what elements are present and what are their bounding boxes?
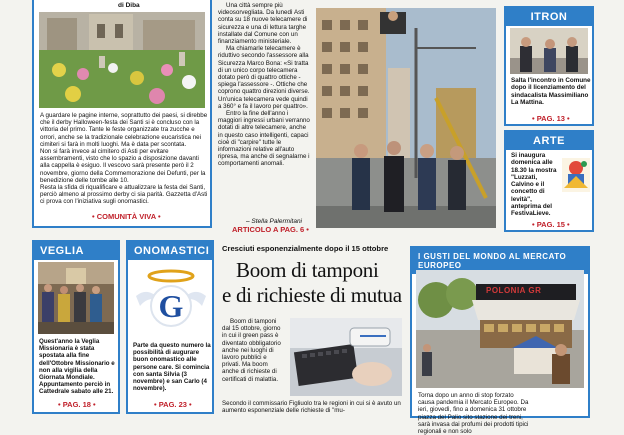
arte-box — [504, 130, 594, 232]
onomastici-box — [126, 240, 214, 414]
comunita-paragraph-1: A guardare le pagine interne, soprattutto dei paesi, si direbbe che il derby Halloween-festa dei Santi si è concluso con la vittoria del primo. Tante le feste organizzate tra zucche e orrori, anche se la tradizionale celebrazione eucaristica nei cimiteri si farà in molti luoghi. Ma è data per scontata. — [40, 112, 208, 148]
luzzati-art-illustration — [562, 158, 590, 192]
logo-letter: G — [158, 288, 184, 324]
comunita-paragraph-3: Resta la sfida di riqualificare e attualizzare la festa dei Santi, perciò almeno al prossimo derby ci sia parità. Gazzetta d'Asti ci prova con l'iniziativa sugli onomastici. — [40, 184, 208, 206]
itron-people-illustration — [510, 28, 588, 74]
tamponi-headline-line1: Boom di tamponi — [236, 258, 379, 282]
onomastici-page-ref[interactable]: • PAG. 23 • — [154, 400, 192, 409]
arte-header: ARTE — [506, 132, 592, 150]
polonia-stall-sign: POLONIA GR — [486, 286, 542, 295]
gusti-text: Torna dopo un anno di stop forzato causa pandemia il Mercato Europeo. Da ieri, giovedì, fino a domenica 31 ottobre piazza del Palio sito stazione dei treni, sarà invasa dai profumi dei prodotti tipici regionali e non solo — [418, 392, 529, 435]
itron-text: Salta l'incontro in Comune dopo il licenziamento del sindacalista Massimiliano La Mattina. — [511, 77, 591, 106]
comunita-paragraph-2: Non si farà invece al cimitero di Asti per evitare assembramenti, visto che lo spazio a disposizione davanti alla cappella è esiguo. Il vescovo sarà presente però il 2 novembre, giorno della Commemorazione dei Defunti, per la benedizione delle tombe alle 10. — [40, 148, 206, 184]
gusti-header: I GUSTI DEL MONDO AL MERCATO EUROPEO — [412, 248, 588, 274]
arte-text: Si inaugura domenica alle 18.30 la mostra "Luzzati, Calvino e il concetto di levità", anteprima del FestivaLieve. — [511, 152, 557, 218]
onomastici-text: Parte da questo numero la possibilità di augurare buon onomastico alle persone care. Si comincia con santa Silvia (3 novembre) e san Carlo (4 novembre). — [133, 342, 211, 393]
arte-artwork — [562, 158, 590, 192]
tamponi-bottom-line: Secondo il commissario Figliuolo tra le regioni in cui si è avuto un aumento esponenziale delle richieste di "mu- — [222, 400, 401, 415]
itron-photo — [510, 28, 588, 74]
tamponi-headline-line2: e di richieste di mutua — [222, 283, 402, 307]
veglia-church-illustration — [38, 262, 114, 334]
veglia-box — [32, 240, 120, 414]
photo-caption: di Diba — [118, 2, 140, 9]
comunita-text — [40, 112, 208, 206]
cemetery-illustration — [39, 12, 205, 108]
veglia-text: Quest'anno la Veglia Missionaria è stata spostata alla fine dell'Ottobre Missionario e non alla vigilia della Giornata Mondiale. Appuntamento perciò in Cattedrale sabato alle 21. — [39, 338, 115, 396]
tamponi-kicker: Cresciuti esponenzialmente dopo il 15 ottobre — [222, 244, 389, 253]
gusti-box — [410, 246, 590, 435]
onomastici-logo — [134, 266, 208, 336]
article-signature: – Stella Palermitani — [246, 218, 302, 225]
tamponi-column-1: Boom di tamponi dal 15 ottobre, giorno in cui il green pass è diventato obbligatorio anche nei luoghi di lavoro pubblici e privati. Ma boom anche di richieste di certificati di malattia. — [222, 318, 281, 383]
comunita-viva-box — [32, 0, 212, 228]
comunita-section-ref[interactable]: • COMUNITÀ VIVA • — [92, 212, 161, 221]
telecamere-photo — [316, 8, 496, 228]
onomastici-header: ONOMASTICI — [128, 242, 212, 260]
tamponi-photo — [290, 318, 402, 396]
telecamere-paragraph-2: Ma chiamarle telecamere è riduttivo secondo l'assessore alla Sicurezza Marco Bona: «Si tratta di un unico corpo telecamera dotato però di quattro ottiche - spiega l'assessore -. Ottiche che coprono quattro direzioni diverse. Un'unica telecamera vede quindi a 360° e fa il lavoro per quattro». — [218, 45, 310, 110]
telecamere-article-text — [218, 2, 310, 218]
veglia-header: VEGLIA — [34, 242, 118, 260]
itron-page-ref[interactable]: • PAG. 13 • — [532, 114, 570, 123]
itron-header: ITRON — [506, 8, 592, 26]
telecamere-page-ref[interactable]: ARTICOLO A PAG. 6 • — [232, 225, 309, 234]
street-illustration — [316, 8, 496, 228]
itron-box — [504, 6, 594, 126]
cemetery-photo — [39, 12, 205, 108]
swab-test-illustration — [290, 318, 402, 396]
arte-page-ref[interactable]: • PAG. 15 • — [532, 220, 570, 229]
veglia-photo — [38, 262, 114, 334]
telecamere-paragraph-3: Entro la fine dell'anno i maggiori ingressi urbani verranno dotati di altre telecamere, anche in questo caso intelligenti, capaci cioè di "carpire" tutte le informazioni relative all'auto ripresa, ma anche di segnalarne i comportamenti anomali. — [218, 110, 310, 168]
veglia-page-ref[interactable]: • PAG. 18 • — [58, 400, 96, 409]
telecamere-paragraph-1: Una città sempre più videosorvegliata. Da lunedì Asti conta su 18 nuove telecamere di sicurezza e una di lettura targhe installate dal Comune con un finanziamento ministeriale. — [218, 2, 308, 46]
gusti-photo — [416, 270, 584, 388]
